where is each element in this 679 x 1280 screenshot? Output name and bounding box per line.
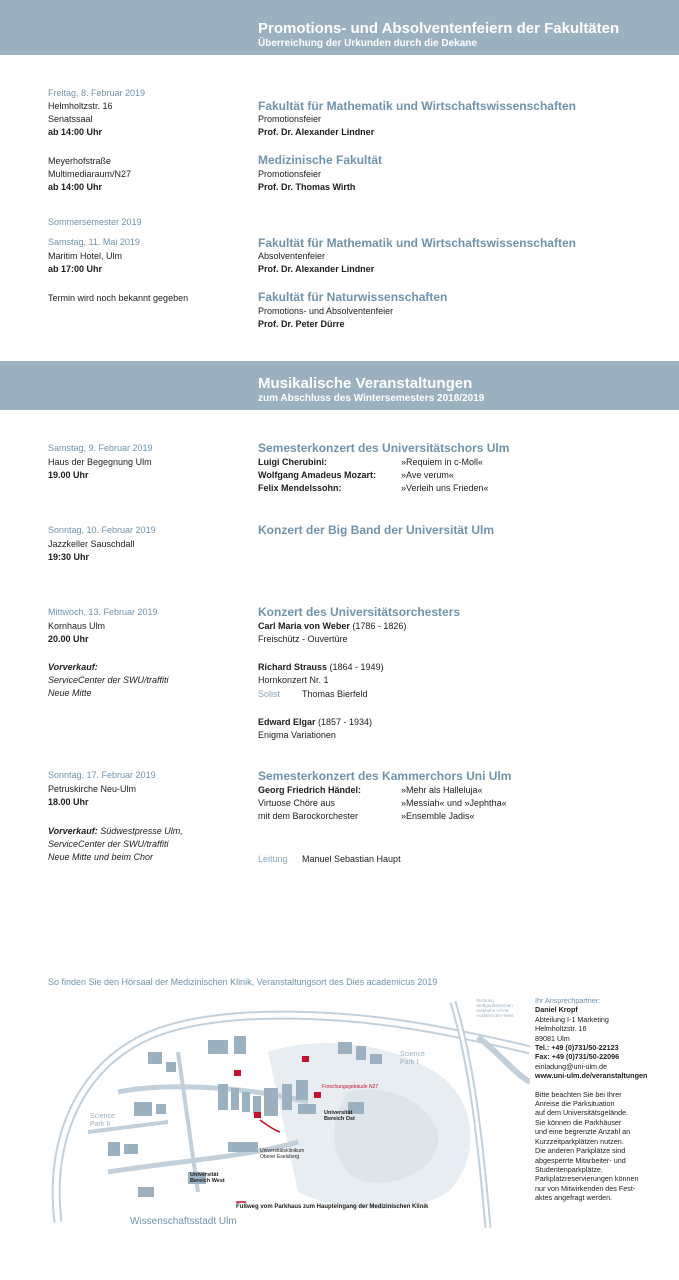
faculty-title: Fakultät für Mathematik und Wirtschaftswissenschaften <box>258 99 576 113</box>
event-location: Termin wird noch bekannt gegeben <box>48 293 189 303</box>
contact-web[interactable]: www.uni-ulm.de/veranstaltungen <box>535 1071 648 1081</box>
event-room: Senatssaal <box>48 114 93 124</box>
composer: Richard Strauss <box>258 662 328 672</box>
event-location: Helmholtzstr. 16 <box>48 101 113 111</box>
presale-line: Neue Mitte <box>48 688 92 698</box>
note-line: auf dem Universitätsgelände. <box>535 1108 629 1118</box>
event-time: ab 14:00 Uhr <box>48 182 103 192</box>
presale-label: Vorverkauf: <box>48 826 98 836</box>
event-type: Absolventenfeier <box>258 251 326 261</box>
note-line: nur von Mitwirkenden des Fest- <box>535 1183 636 1193</box>
note-line: Anreise die Parksituation <box>535 1099 615 1109</box>
composer: Georg Friedrich Händel: <box>258 785 362 795</box>
composer-years: (1857 - 1934) <box>315 717 373 727</box>
work: »Verleih uns Frieden« <box>401 483 489 493</box>
concert-date: Mittwoch, 13. Februar 2019 <box>48 607 158 617</box>
label-west: Universität Bereich West <box>190 1172 225 1184</box>
section1-title: Promotions- und Absolventenfeiern der Fakultäten <box>258 20 620 37</box>
contact-tel: Tel.: +49 (0)731/50-22123 <box>535 1043 619 1053</box>
program-line: mit dem Barockorchester <box>258 811 359 821</box>
composer: Luigi Cherubini: <box>258 457 327 467</box>
parking-note <box>535 1090 647 1203</box>
dean-name: Prof. Dr. Peter Dürre <box>258 319 345 329</box>
work: »Mehr als Halleluja« <box>401 785 483 795</box>
concert-title: Konzert der Big Band der Universität Ulm <box>258 523 495 537</box>
event-type: Promotions- und Absolventenfeier <box>258 306 394 316</box>
leader-name: Manuel Sebastian Haupt <box>302 854 401 864</box>
note-line: und eine begrenzte Anzahl an <box>535 1127 631 1137</box>
contact-box <box>535 996 647 1203</box>
presale-line <box>48 825 183 838</box>
label-ost: Universität Bereich Ost <box>324 1110 355 1122</box>
contact-street: Helmholtzstr. 16 <box>535 1024 587 1034</box>
concert-time: 19.00 Uhr <box>48 470 89 480</box>
work: »Ensemble Jadis« <box>401 811 475 821</box>
concert-title: Semesterkonzert des Universitätschors Ulm <box>258 441 510 455</box>
event-location: Maritim Hotel, Ulm <box>48 251 123 261</box>
work: »Messiah« und »Jephtha« <box>401 798 507 808</box>
concert-title: Konzert des Universitätsorchesters <box>258 605 461 619</box>
composer-years: (1786 - 1826) <box>349 621 407 631</box>
presale-text: Südwestpresse Ulm, <box>97 826 183 836</box>
label-forschung: Forschungsgebäude N27 <box>322 1084 379 1090</box>
section1-subtitle: Überreichung der Urkunden durch die Dekane <box>258 38 477 49</box>
label-klinikum: Universitätsklinikum Oberer Eselsberg <box>260 1148 305 1160</box>
composer: Carl Maria von Weber <box>258 621 350 631</box>
faculty-title: Fakultät für Naturwissenschaften <box>258 290 448 304</box>
composer-line <box>258 620 406 633</box>
soloist-name: Thomas Bierfeld <box>302 689 368 699</box>
composer: Felix Mendelssohn: <box>258 483 342 493</box>
presale-line: ServiceCenter der SWU/traffiti <box>48 675 169 685</box>
concert-location: Haus der Begegnung Ulm <box>48 457 152 467</box>
note-line: Bitte beachten Sie bei Ihrer <box>535 1089 622 1099</box>
event-location: Meyerhofstraße <box>48 156 112 166</box>
map-caption: So finden Sie den Hörsaal der Medizinischen Klinik, Veranstaltungsort des Dies academicus 2019 <box>48 977 438 987</box>
contact-fax: Fax: +49 (0)731/50-22096 <box>535 1052 620 1062</box>
faculty-title: Medizinische Fakultät <box>258 153 383 167</box>
note-line: Parkplatzreservierungen können <box>535 1174 639 1184</box>
label-science2: Science Park II <box>90 1113 115 1128</box>
work: »Ave verum« <box>401 470 454 480</box>
concert-time: 20.00 Uhr <box>48 634 89 644</box>
presale-label: Vorverkauf: <box>48 662 98 672</box>
composer-line <box>258 716 372 729</box>
composer: Edward Elgar <box>258 717 316 727</box>
dean-name: Prof. Dr. Thomas Wirth <box>258 182 356 192</box>
note-line: Sie können die Parkhäuser <box>535 1117 622 1127</box>
event-type: Promotionsfeier <box>258 169 322 179</box>
concert-time: 19:30 Uhr <box>48 552 90 562</box>
presale-line: Neue Mitte und beim Chor <box>48 852 154 862</box>
dean-name: Prof. Dr. Alexander Lindner <box>258 264 375 274</box>
section2-title: Musikalische Veranstaltungen <box>258 375 473 392</box>
concert-date: Sonntag, 17. Februar 2019 <box>48 770 156 780</box>
note-line: Die anderen Parkplätze sind <box>535 1146 626 1156</box>
event-time: ab 17:00 Uhr <box>48 264 103 274</box>
program-line: Virtuose Chöre aus <box>258 798 335 808</box>
semester-label: Sommersemester 2019 <box>48 217 142 227</box>
campus-map <box>48 992 530 1228</box>
composer-line <box>258 661 384 674</box>
presale-line: ServiceCenter der SWU/traffiti <box>48 839 169 849</box>
concert-location: Petruskirche Neu-Ulm <box>48 784 137 794</box>
contact-dept: Abteilung I-1 Marketing <box>535 1014 609 1024</box>
leader-label: Leitung <box>258 854 288 864</box>
soloist-label: Solist <box>258 689 281 699</box>
composer: Wolfgang Amadeus Mozart: <box>258 470 377 480</box>
work: Enigma Variationen <box>258 730 336 740</box>
work: Freischütz - Ouvertüre <box>258 634 348 644</box>
faculty-title: Fakultät für Mathematik und Wirtschaftswissenschaften <box>258 236 576 250</box>
concert-time: 18.00 Uhr <box>48 797 89 807</box>
concert-location: Kornhaus Ulm <box>48 621 106 631</box>
concert-date: Samstag, 9. Februar 2019 <box>48 443 153 453</box>
event-date: Freitag, 8. Februar 2019 <box>48 88 146 98</box>
section2-header <box>0 361 679 410</box>
footpath-legend: Fußweg vom Parkhaus zum Haupteingang der Medizinischen Klinik <box>236 1204 429 1210</box>
contact-email[interactable]: einladung@uni-ulm.de <box>535 1061 608 1071</box>
city-label: Wissenschaftsstadt Ulm <box>130 1216 237 1227</box>
section2-subtitle: zum Abschluss des Wintersemesters 2018/2019 <box>258 393 485 404</box>
label-richtung: Richtung Stuttgart/München Autobahn A7/A8 Ausfahrt Ulm-West <box>476 998 514 1018</box>
composer-years: (1864 - 1949) <box>327 662 384 672</box>
dean-name: Prof. Dr. Alexander Lindner <box>258 127 375 137</box>
concert-location: Jazzkeller Sauschdall <box>48 539 135 549</box>
work: »Requiem in c-Moll« <box>401 457 484 467</box>
note-line: abgesperrte Mitarbeiter- und <box>535 1155 626 1165</box>
contact-heading: Ihr Ansprechpartner: <box>535 996 601 1005</box>
section1-header <box>0 0 679 55</box>
concert-date: Sonntag, 10. Februar 2019 <box>48 525 156 535</box>
concert-title: Semesterkonzert des Kammerchors Uni Ulm <box>258 769 512 783</box>
event-time: ab 14:00 Uhr <box>48 127 103 137</box>
event-date: Samstag, 11. Mai 2019 <box>48 237 140 247</box>
label-science1: Science Park I <box>400 1051 425 1066</box>
contact-city: 89081 Ulm <box>535 1033 570 1043</box>
event-type: Promotionsfeier <box>258 114 322 124</box>
work: Hornkonzert Nr. 1 <box>258 675 329 685</box>
event-room: Multimediaraum/N27 <box>48 169 132 179</box>
note-line: Studentenparkplätze. <box>535 1164 603 1174</box>
note-line: Kurzzeitparkplätzen nutzen. <box>535 1136 624 1146</box>
note-line: aktes angefragt werden. <box>535 1193 613 1203</box>
contact-name: Daniel Kropf <box>535 1005 578 1015</box>
